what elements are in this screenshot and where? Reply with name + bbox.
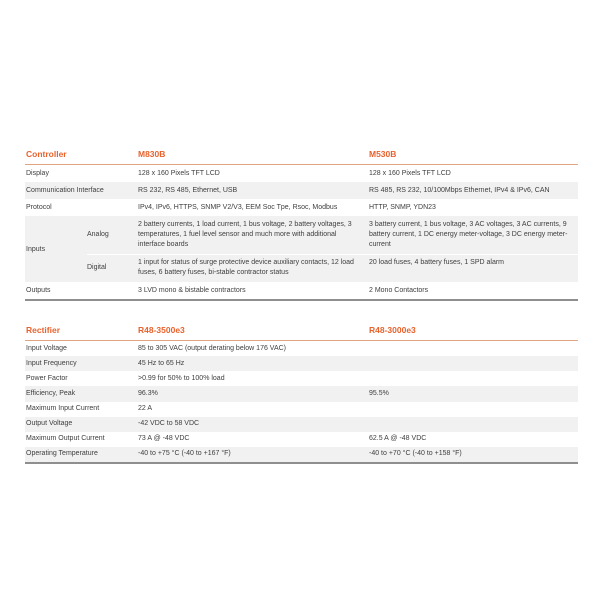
sub-row-label: Digital (87, 264, 107, 272)
row-value-r48-3000e3 (369, 344, 578, 354)
table-row-outputs (25, 282, 578, 299)
row-label: Display (26, 169, 49, 177)
row-value-r48-3000e3: 95.5% (369, 389, 389, 397)
controller-header-title: Controller (26, 149, 67, 159)
controller-table-header (25, 149, 578, 165)
controller-spec-table (25, 149, 578, 301)
table-row-operating-temperature (25, 447, 578, 462)
rectifier-header-model-r48-3000e3: R48-3000e3 (369, 325, 416, 335)
table-row-inputs-analog (87, 216, 578, 253)
table-row-output-voltage (25, 417, 578, 432)
table-row-efficiency-peak (25, 386, 578, 401)
row-label: Power Factor (26, 374, 68, 382)
table-row-inputs-digital (87, 254, 578, 282)
row-value-r48-3500e3: 85 to 305 VAC (output derating below 176 VAC) (138, 344, 286, 352)
row-value-r48-3500e3: 45 Hz to 65 Hz (138, 359, 185, 367)
controller-header-model-m830b: M830B (138, 149, 166, 159)
row-value-r48-3000e3 (369, 359, 578, 369)
inputs-sub-rows (87, 216, 578, 282)
row-value-m530b: 20 load fuses, 4 battery fuses, 1 SPD alarm (369, 259, 505, 267)
row-value-m830b: 128 x 160 Pixels TFT LCD (138, 169, 220, 177)
rectifier-table-header (25, 325, 578, 341)
rectifier-header-model-r48-3500e3: R48-3500e3 (138, 325, 185, 335)
row-value-r48-3500e3: >0.99 for 50% to 100% load (138, 374, 225, 382)
row-value-m830b: RS 232, RS 485, Ethernet, USB (138, 186, 238, 194)
table-row-input-frequency (25, 356, 578, 371)
sub-row-label: Analog (87, 231, 109, 239)
table-row-input-voltage (25, 341, 578, 356)
row-label: Efficiency, Peak (26, 389, 76, 397)
row-label: Output Voltage (26, 420, 73, 428)
row-value-r48-3500e3: -40 to +75 °C (-40 to +167 °F) (138, 450, 231, 458)
row-label: Maximum Output Current (26, 435, 105, 443)
row-label: Protocol (26, 203, 52, 211)
row-value-r48-3000e3: 62.5 A @ -48 VDC (369, 435, 427, 443)
row-value-m530b: HTTP, SNMP, YDN23 (369, 203, 436, 211)
row-value-m530b: 2 Mono Contactors (369, 286, 429, 294)
row-label: Operating Temperature (26, 450, 98, 458)
table-row-group-inputs (25, 216, 578, 282)
row-label: Input Frequency (26, 359, 77, 367)
table-row-protocol (25, 199, 578, 216)
row-value-r48-3000e3 (369, 419, 578, 429)
row-label: Input Voltage (26, 344, 67, 352)
rectifier-spec-table (25, 325, 578, 464)
row-label: Maximum Input Current (26, 405, 100, 413)
row-value-m830b: IPv4, IPv6, HTTPS, SNMP V2/V3, EEM Soc Tpe, Rsoc, Modbus (138, 203, 338, 211)
row-value-r48-3500e3: 73 A @ -48 VDC (138, 435, 190, 443)
table-row-power-factor (25, 371, 578, 386)
row-value-r48-3000e3: -40 to +70 °C (-40 to +158 °F) (369, 450, 462, 458)
row-value-m830b: 3 LVD mono & bistable contractors (138, 286, 246, 294)
inputs-group-label: Inputs (26, 245, 46, 253)
controller-header-model-m530b: M530B (369, 149, 397, 159)
row-value-m830b: 2 battery currents, 1 load current, 1 bus voltage, 2 battery voltages, 3 temperatures, 1 fuel level sensor and much more with additional interface boards (138, 220, 352, 249)
rectifier-header-title: Rectifier (26, 325, 61, 335)
row-value-r48-3500e3: 22 A (138, 405, 153, 413)
row-value-m830b: 1 input for status of surge protective device auxiliary contacts, 12 load fuses, 6 battery fuses, bi-stable contractor status (138, 259, 354, 277)
row-value-r48-3500e3: 96.3% (138, 389, 158, 397)
row-value-r48-3000e3 (369, 404, 578, 414)
row-value-r48-3000e3 (369, 374, 578, 384)
row-value-m530b: 128 x 160 Pixels TFT LCD (369, 169, 451, 177)
table-row-maximum-input-current (25, 402, 578, 417)
row-value-m530b: RS 485, RS 232, 10/100Mbps Ethernet, IPv4 & IPv6, CAN (369, 186, 550, 194)
row-value-r48-3500e3: -42 VDC to 58 VDC (138, 420, 200, 428)
table-row-display (25, 165, 578, 182)
row-label: Communication Interface (26, 186, 104, 194)
row-label: Outputs (26, 286, 51, 294)
table-row-communication-interface (25, 182, 578, 199)
row-value-m530b: 3 battery current, 1 bus voltage, 3 AC voltages, 3 AC currents, 9 battery current, 1 DC energy meter-voltage, 3 DC energy meter-current (369, 220, 568, 249)
table-row-maximum-output-current (25, 432, 578, 447)
